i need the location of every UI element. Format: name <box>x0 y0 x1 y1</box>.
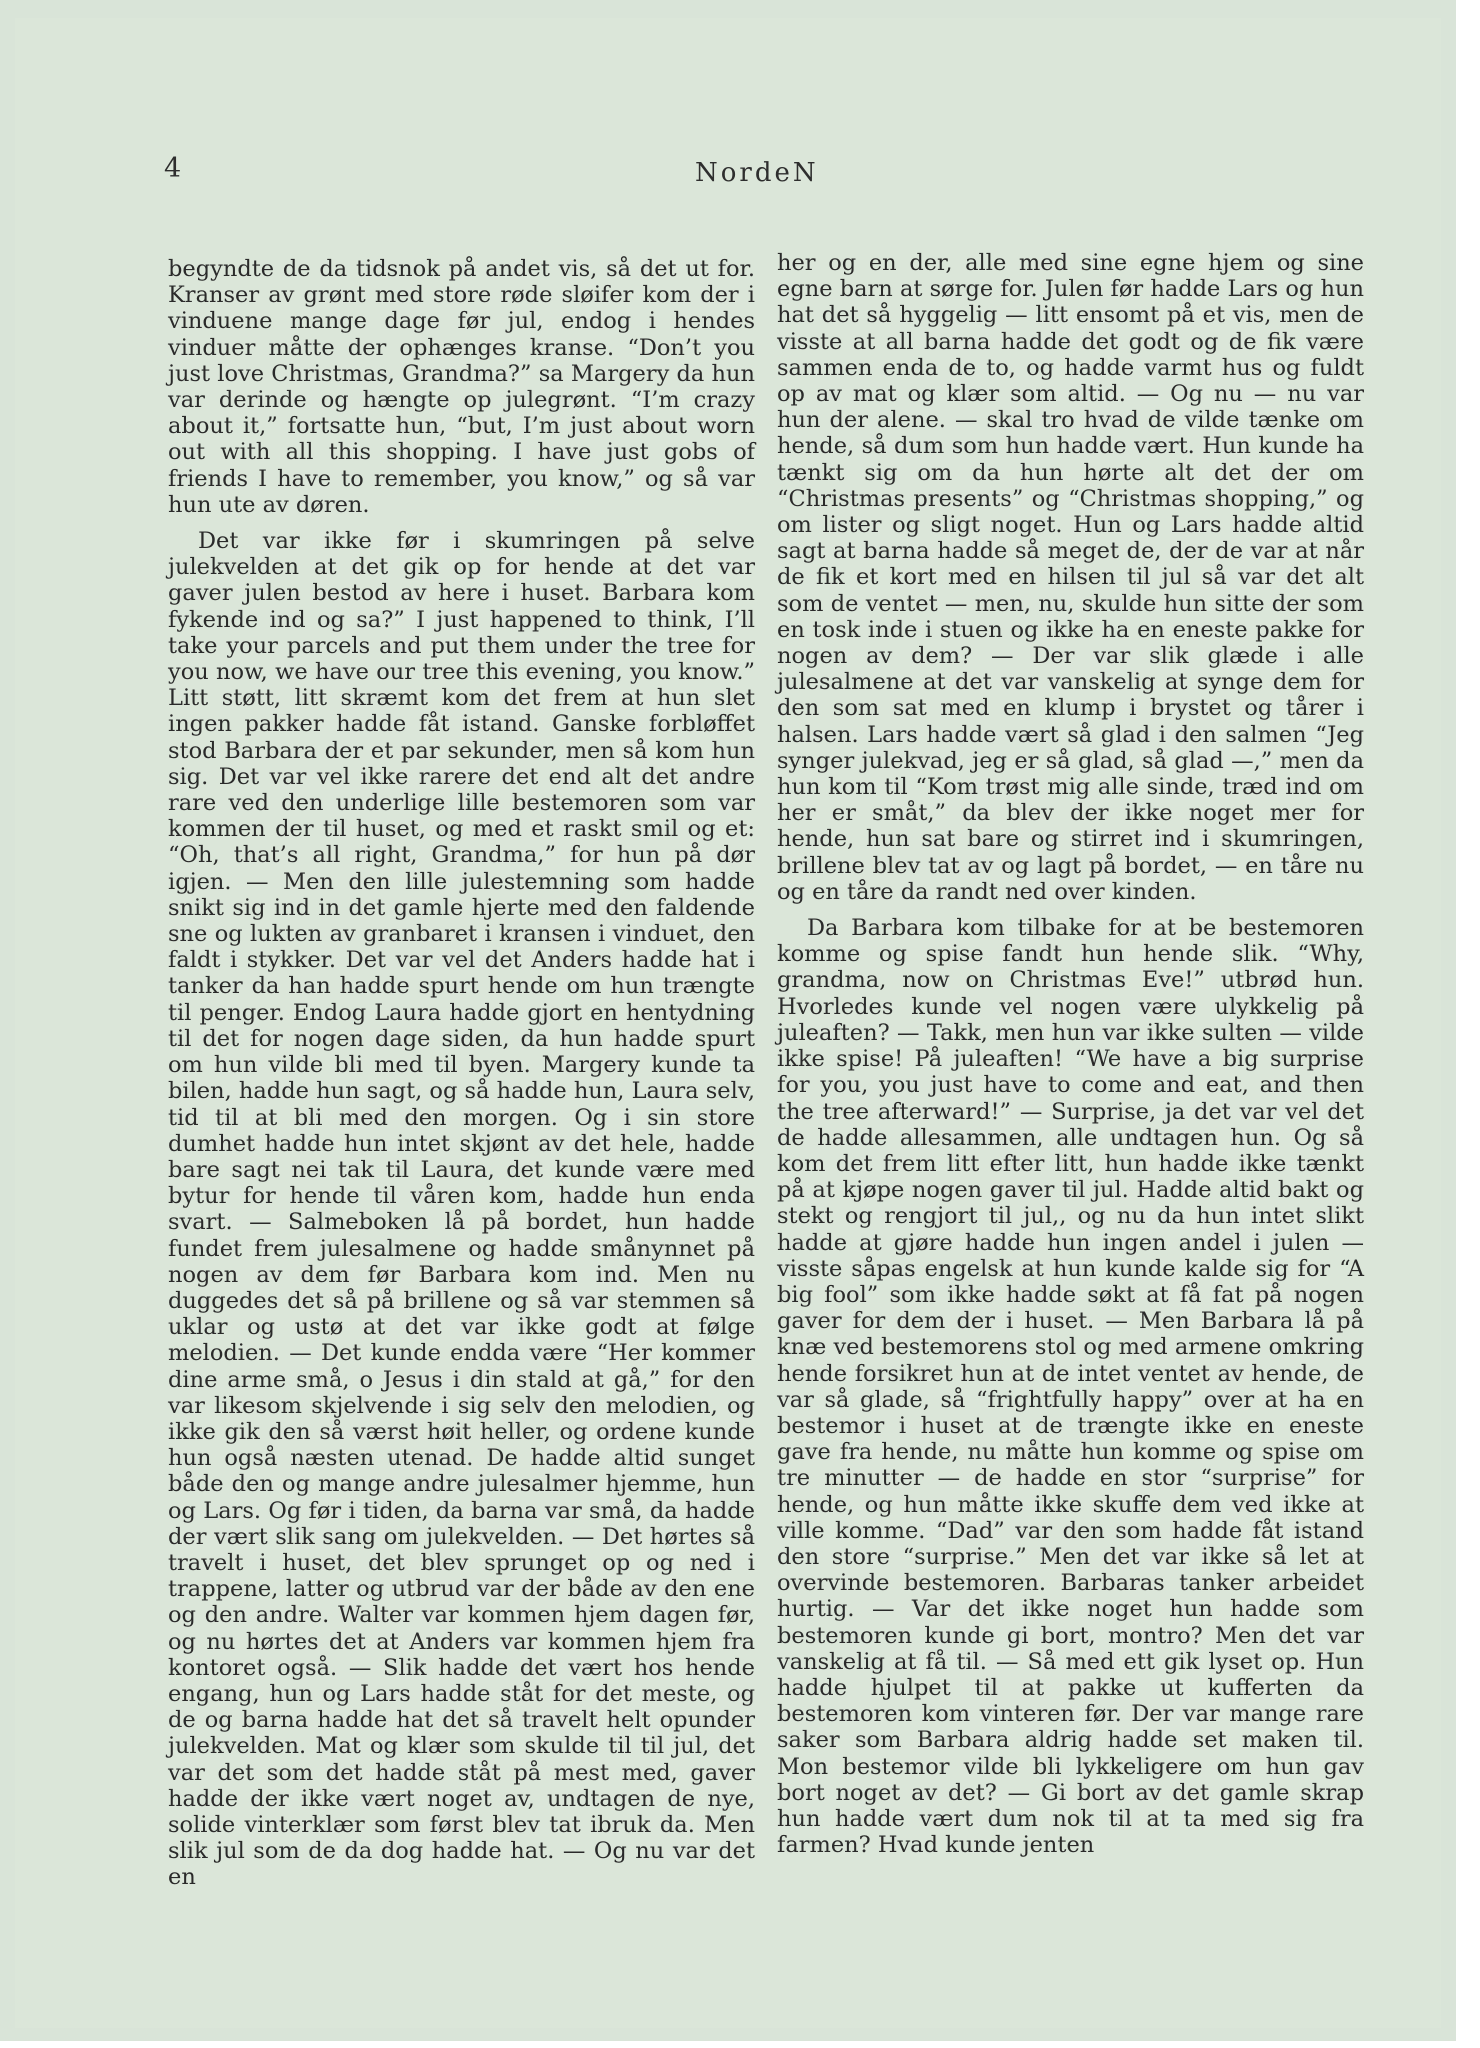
paragraph: Det var ikke før i skumringen på selve julekvelden at det gik op for hende at det var gaver julen bestod av here i huset. Barbara kom fykende ind og sa?” I just happened to think, I’ll take your parcels and put them under the tree for you now, we have our tree this evening, you know.” Litt støtt, litt skræmt kom det frem at hun slet ingen pakker hadde fåt istand. Ganske forbløffet stod Barbara der et par sekunder, men så kom hun sig. Det var vel ikke rarere det end alt det andre rare ved den underlige lille bestemoren som var kommen der til huset, og med et raskt smil og et: “Oh, that’s all right, Grandma,” for hun på dør igjen. — Men den lille julestemning som hadde snikt sig ind in det gamle hjerte med den faldende sne og lukten av granbaret i kransen i vinduet, den faldt i stykker. Det var vel det Anders hadde hat i tanker da han hadde spurt hende om hun trængte til penger. Endog Laura hadde gjort en hentydning til det for nogen dage siden, da hun hadde spurt om hun vilde bli med til byen. Margery kunde ta bilen, hadde hun sagt, og så hadde hun, Laura selv, tid til at bli med den morgen. Og i sin store dumhet hadde hun intet skjønt av det hele, hadde bare sagt nei tak til Laura, det kunde være med bytur for hende til våren kom, hadde hun enda svart. — Salmeboken lå på bordet, hun hadde fundet frem julesalmene og hadde smånynnet på nogen av dem før Barbara kom ind. Men nu duggedes det så på brillene og så var stemmen så uklar og ustø at det var ikke godt at følge melodien. — Det kunde endda være “Her kommer dine arme små, o Jesus i din stald at gå,” for den var likesom skjelvende i sig selv den melodien, og ikke gik den så værst høit heller, og ordene kunde hun også næsten utenad. De hadde altid sunget både den og mange andre julesalmer hjemme, hun og Lars. Og før i tiden, da barna var små, da hadde der vært slik sang om julekvelden. — Det hørtes så travelt i huset, det blev sprunget op og ned i trappene, latter og utbrud var der både av den ene og den andre. Walter var kommen hjem dagen før, og nu hørtes det at Anders var kommen hjem fra kontoret også. — Slik hadde det vært hos hende engang, hun og Lars hadde ståt for det meste, og de og barna hadde hat det så travelt helt opunder julekvelden. Mat og klær som skulde til til jul, det var det som det hadde ståt på mest med, gaver hadde der ikke vært noget av, undtagen de nye, solide vinterklær som først blev tat ibruk da. Men slik jul som de da dog hadde hat. — Og nu var det en <box>168 528 756 1891</box>
page-number: 4 <box>164 153 182 184</box>
paragraph: her og en der, alle med sine egne hjem og sine egne barn at sørge for. Julen før hadde Lars og hun hat det så hyggelig — litt ensomt på et vis, men de visste at all barna hadde det godt og de fik være sammen enda de to, og hadde varmt hus og fuldt op av mat og klær som altid. — Og nu — nu var hun der alene. — skal tro hvad de vilde tænke om hende, så dum som hun hadde vært. Hun kunde ha tænkt sig om da hun hørte alt det der om “Christmas presents” og “Christmas shopping,” og om lister og sligt noget. Hun og Lars hadde altid sagt at barna hadde så meget de, der de var at når de fik et kort med en hilsen til jul så var det alt som de ventet — men, nu, skulde hun sitte der som en tosk inde i stuen og ikke ha en eneste pakke for nogen av dem? — Der var slik glæde i alle julesalmene at det var vanskelig at synge dem for den som sat med en klump i brystet og tårer i halsen. Lars hadde vært så glad i den salmen “Jeg synger julekvad, jeg er så glad, så glad —,” men da hun kom til “Kom trøst mig alle sinde, træd ind om her er småt,” da blev der ikke noget mer for hende, hun sat bare og stirret ind i skumringen, brillene blev tat av og lagt på bordet, — en tåre nu og en tåre da randt ned over kinden. <box>777 250 1364 905</box>
journal-title: NordeN <box>695 158 819 188</box>
paragraph: begyndte de da tidsnok på andet vis, så det ut for. Kranser av grønt med store røde sløifer kom der i vinduene mange dage før jul, endog i hendes vinduer måtte der ophænges kranse. “Don’t you just love Christmas, Grandma?” sa Margery da hun var derinde og hængte op julegrønt. “I’m crazy about it,” fortsatte hun, “but, I’m just about worn out with all this shopping. I have just gobs of friends I have to remember, you know,” og så var hun ute av døren. <box>168 256 755 518</box>
right-column <box>777 250 1364 1858</box>
left-column <box>168 256 755 1891</box>
paragraph: Da Barbara kom tilbake for at be bestemoren komme og spise fandt hun hende slik. “Why, grandma, now on Christmas Eve!” utbrød hun. Hvorledes kunde vel nogen være ulykkelig på juleaften? — Takk, men hun var ikke sulten — vilde ikke spise! På juleaften! “We have a big surprise for you, you just have to come and eat, and then the tree afterward!” — Surprise, ja det var vel det de hadde allesammen, alle undtagen hun. Og så kom det frem litt efter litt, hun hadde ikke tænkt på at kjøpe nogen gaver til jul. Hadde altid bakt og stekt og rengjort til jul,, og nu da hun intet slikt hadde at gjøre hadde hun ingen andel i julen — visste såpas engelsk at hun kunde kalde sig for “A big fool” som ikke hadde søkt at få fat på nogen gaver for dem der i huset. — Men Barbara lå på knæ ved bestemorens stol og med armene omkring hende forsikret hun at de intet ventet av hende, de var så glade, så “frightfully happy” over at ha en bestemor i huset at de trængte ikke en eneste gave fra hende, nu måtte hun komme og spise om tre minutter — de hadde en stor “surprise” for hende, og hun måtte ikke skuffe dem ved ikke at ville komme. “Dad” var den som hadde fåt istand den store “surprise.” Men det var ikke så let at overvinde bestemoren. Barbaras tanker arbeidet hurtig. — Var det ikke noget hun hadde som bestemoren kunde gi bort, montro? Men det var vanskelig at få til. — Så med ett gik lyset op. Hun hadde hjulpet til at pakke ut kufferten da bestemoren kom vinteren før. Der var mange rare saker som Barbara aldrig hadde set maken til. Mon bestemor vilde bli lykkeligere om hun gav bort noget av det? — Gi bort av det gamle skrap hun hadde vært dum nok til at ta med sig fra farmen? Hvad kunde jenten <box>777 915 1364 1859</box>
